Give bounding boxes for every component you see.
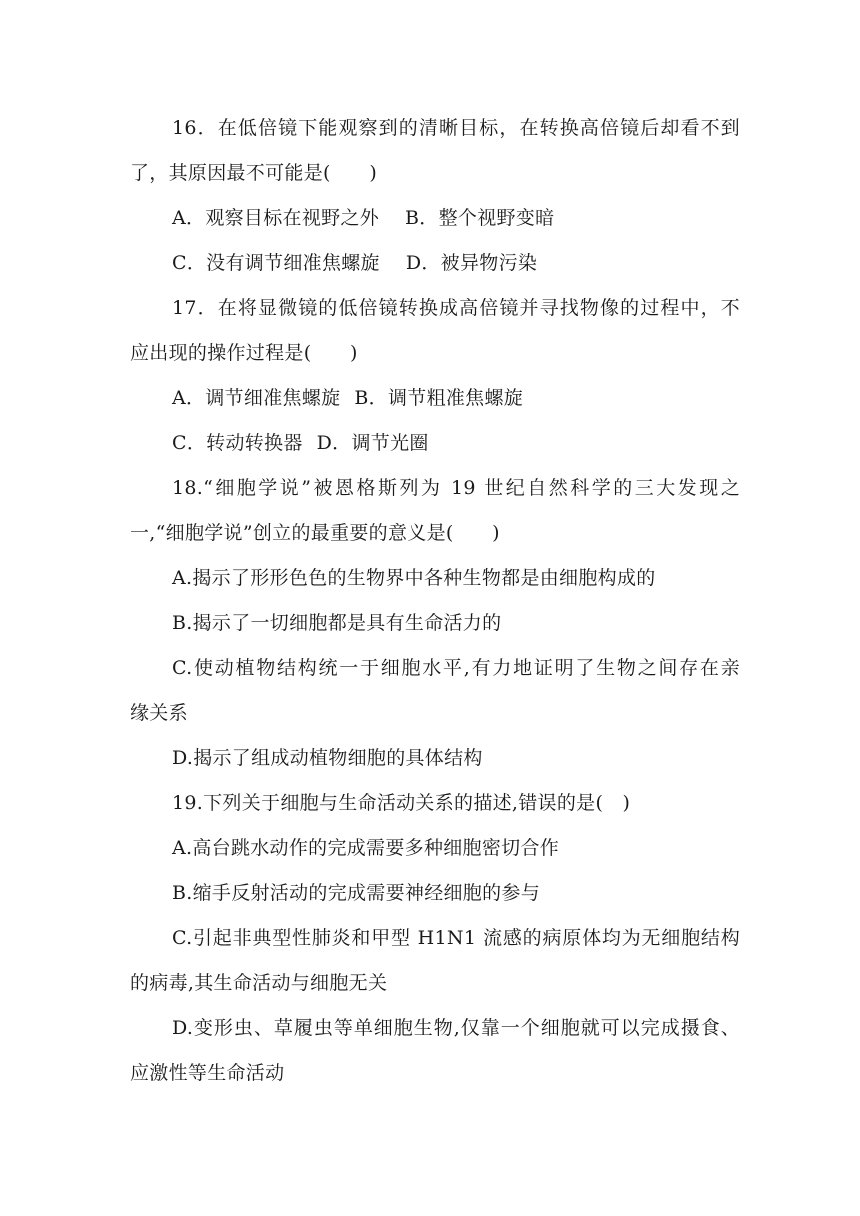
question-17-option-a: A．调节细准焦螺旋 [172, 387, 341, 409]
question-18-option-c-line-2: 缘关系 [130, 702, 188, 724]
question-17-options-row-2 [172, 428, 740, 458]
question-18-option-c-line-1: C.使动植物结构统一于细胞水平,有力地证明了生物之间存在亲 [172, 657, 740, 679]
question-18-option-a: A.揭示了形形色色的生物界中各种生物都是由细胞构成的 [172, 567, 656, 589]
question-19-option-c-line-2: 的病毒,其生命活动与细胞无关 [130, 972, 388, 994]
question-19-option-d-line-1: D.变形虫、草履虫等单细胞生物,仅靠一个细胞就可以完成摄食、 [172, 1017, 740, 1039]
question-17-stem-line-1: 17．在将显微镜的低倍镜转换成高倍镜并寻找物像的过程中，不 [172, 297, 740, 319]
question-18-stem-line-2: 一,“细胞学说”创立的最重要的意义是( ) [130, 522, 500, 544]
question-16-options-row-2 [172, 248, 740, 278]
question-16-option-c: C．没有调节细准焦螺旋 [172, 252, 380, 274]
question-16-stem-line-2: 了，其原因最不可能是( ) [130, 162, 378, 184]
question-16-option-a: A．观察目标在视野之外 [172, 207, 380, 229]
question-16-option-b: B．整个视野变暗 [405, 207, 555, 229]
question-19-stem: 19.下列关于细胞与生命活动关系的描述,错误的是( ) [172, 792, 631, 814]
question-16-stem-line-1: 16．在低倍镜下能观察到的清晰目标，在转换高倍镜后却看不到 [172, 117, 740, 139]
question-17-stem-line-2: 应出现的操作过程是( ) [130, 342, 358, 364]
question-17-option-b: B．调节粗准焦螺旋 [354, 387, 524, 409]
question-19-option-c-line-1: C.引起非典型性肺炎和甲型 H1N1 流感的病原体均为无细胞结构 [172, 927, 740, 949]
question-18-option-b: B.揭示了一切细胞都是具有生命活力的 [172, 612, 502, 634]
question-18-stem-line-1: 18.“细胞学说”被恩格斯列为 19 世纪自然科学的三大发现之 [172, 477, 740, 499]
question-18-option-d: D.揭示了组成动植物细胞的具体结构 [172, 747, 483, 769]
question-19-option-a: A.高台跳水动作的完成需要多种细胞密切合作 [172, 837, 560, 859]
question-16-options-row-1 [172, 203, 740, 233]
question-17-option-d: D．调节光圈 [316, 432, 429, 454]
question-17-options-row-1 [172, 383, 740, 413]
question-16-option-d: D．被异物污染 [405, 252, 538, 274]
question-19-option-b: B.缩手反射活动的完成需要神经细胞的参与 [172, 882, 541, 904]
question-19-option-d-line-2: 应激性等生命活动 [130, 1062, 285, 1084]
question-17-option-c: C．转动转换器 [172, 432, 303, 454]
